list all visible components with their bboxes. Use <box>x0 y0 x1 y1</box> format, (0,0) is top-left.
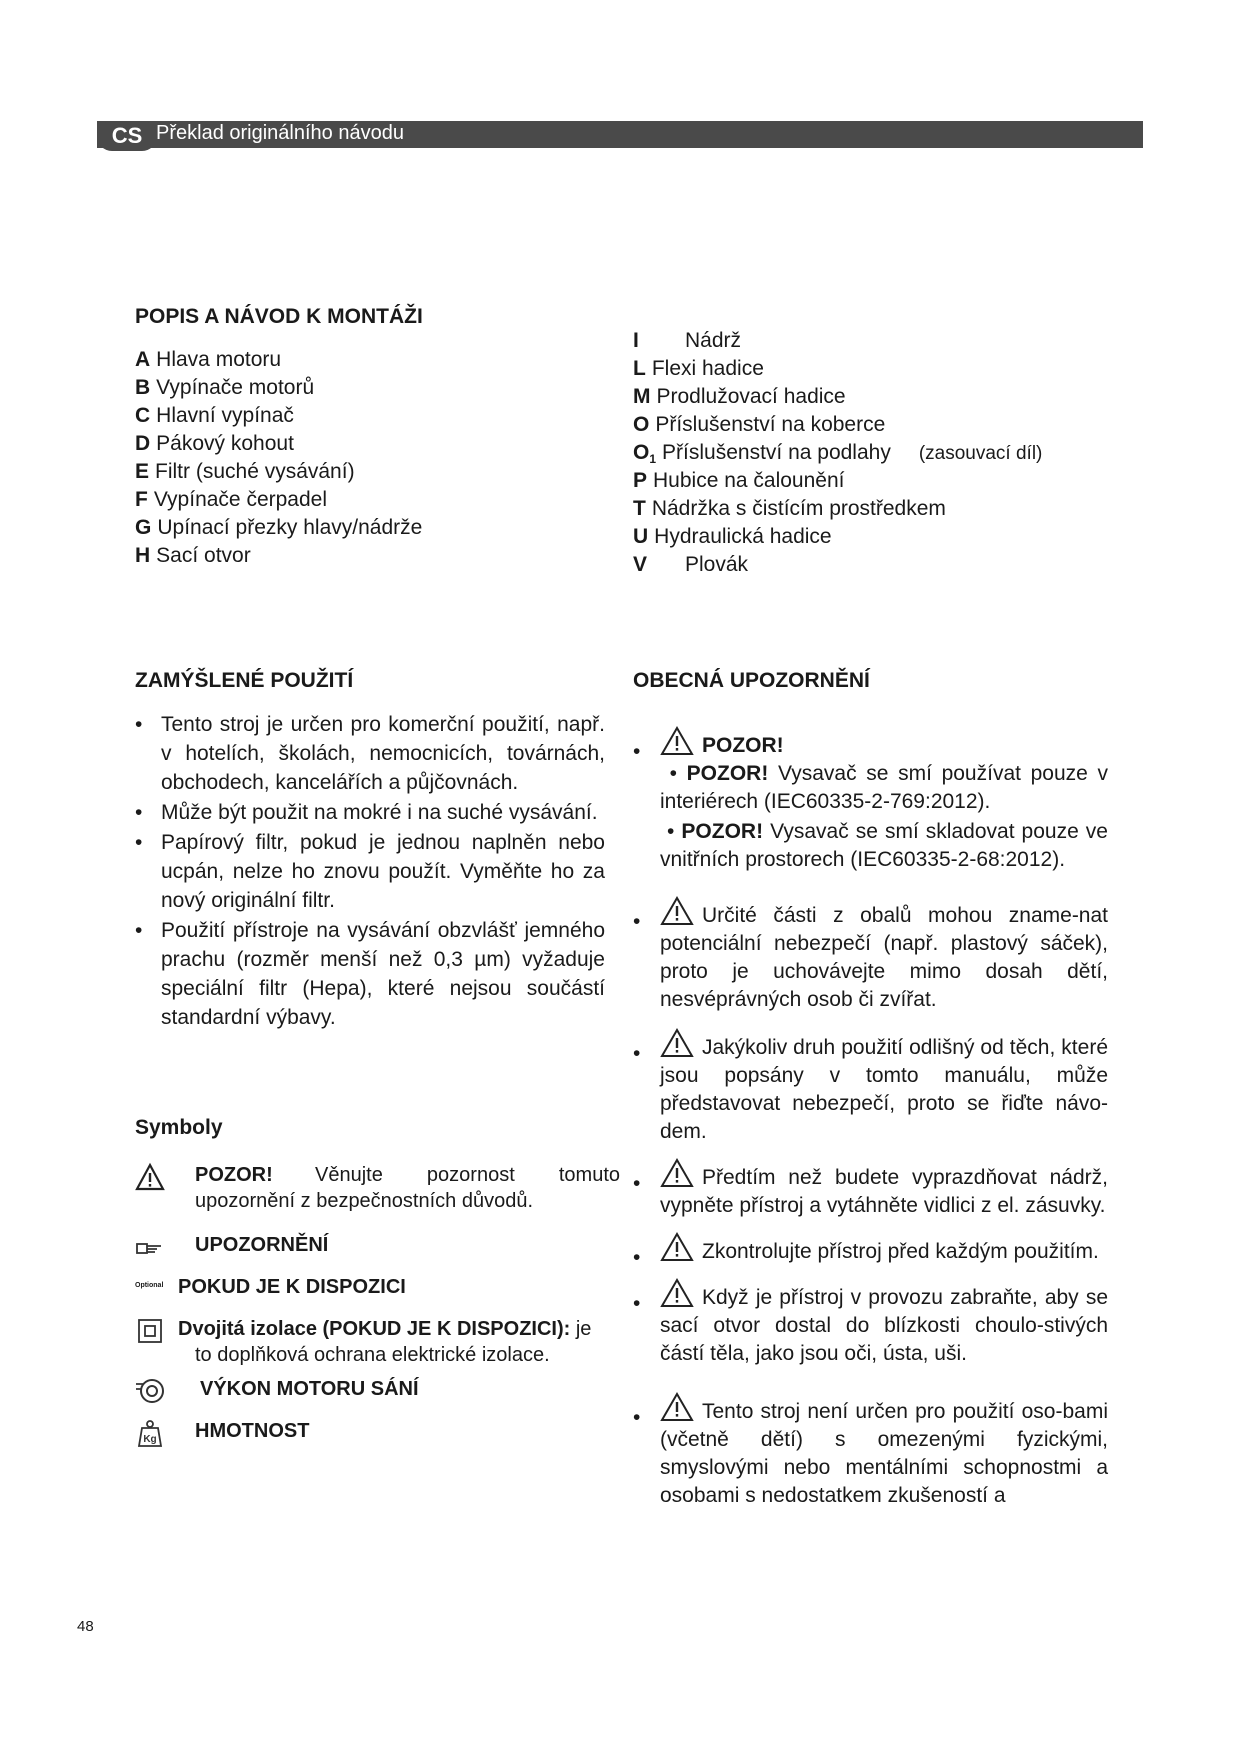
part-item: B Vypínače motorů <box>135 376 315 399</box>
list-item: • Papírový filtr, pokud je jednou naplněn nebo ucpán, nelze ho znovu použít. Vyměňte ho za nový originální filtr. <box>135 828 605 915</box>
symbol-row-upozorneni <box>135 1230 620 1272</box>
warning-icon <box>660 1028 694 1058</box>
part-item: E Filtr (suché vysávání) <box>135 460 355 483</box>
izolace-text-line2: to doplňková ochrana elektrické izolace. <box>195 1344 550 1366</box>
warning-item: • Zkontrolujte přístroj před každým použitím. <box>633 1232 1108 1266</box>
pouziti-list <box>135 710 605 1033</box>
list-item: • Použití přístroje na vysávání obzvlášť jemného prachu (rozměr menší než 0,3 µm) vyžaduje speciální filtr (Hepa), které nejsou součástí standardní výbavy. <box>135 916 605 1032</box>
double-insulation-icon <box>135 1316 165 1346</box>
pozor-text-line1: Věnujte pozornost tomuto <box>315 1164 620 1186</box>
warning-icon <box>660 726 694 756</box>
warning-icon <box>660 1392 694 1422</box>
symbol-row-hmotnost <box>135 1416 620 1458</box>
symbol-row-optional <box>135 1272 620 1314</box>
warning-item: • Když je přístroj v provozu zabraňte, aby se sací otvor dostal do blízkosti choulo-stivých částí těla, jako jsou oči, ústa, uši. <box>633 1278 1108 1368</box>
warning-item: • Určité části z obalů mohou zname-nat potenciální nebezpečí (např. plastový sáček), proto je uchovávejte mimo dosah dětí, nesvéprávných osob či zvířat. <box>633 896 1108 1014</box>
pouziti-title: ZAMÝŠLENÉ POUŽITÍ <box>135 669 354 692</box>
obecna-pozor: POZOR! <box>702 734 784 757</box>
pozor-text-line2: upozornění z bezpečnostních důvodů. <box>195 1190 534 1212</box>
symboly-title: Symboly <box>135 1116 223 1139</box>
warning-item: • Tento stroj není určen pro použití oso-bami (včetně dětí) s omezenými fyzickými, smyslovými nebo mentálními schopnostmi a osobami s nedostatkem zkušeností a <box>633 1392 1108 1510</box>
warning-icon <box>660 1278 694 1308</box>
warning-item-pozor: • POZOR! • POZOR! Vysavač se smí používat pouze v interiérech (IEC60335-2-769:2012). • POZOR! Vysavač se smí skladovat pouze ve vnitřních prostorech (IEC60335-2-68:2012). <box>633 726 1108 874</box>
popis-title: POPIS A NÁVOD K MONTÁŽI <box>135 305 423 328</box>
part-item: A Hlava motoru <box>135 348 282 371</box>
language-badge: CS <box>97 121 157 151</box>
part-item: P Hubice na čalounění <box>633 469 845 492</box>
part-item: U Hydraulická hadice <box>633 525 832 548</box>
warning-item: • Předtím než budete vyprazdňovat nádrž, vypněte přístroj a vytáhněte vidlici z el. zásuvky. <box>633 1158 1108 1220</box>
warning-icon <box>660 896 694 926</box>
pointing-hand-icon <box>135 1232 165 1262</box>
warning-icon <box>660 1158 694 1188</box>
part-item: C Hlavní vypínač <box>135 404 294 427</box>
list-item: • Tento stroj je určen pro komerční použití, např. v hotelích, školách, nemocnicích, továrnách, obchodech, kancelářích a půjčovnách. <box>135 710 605 797</box>
warnings-list <box>633 726 1108 1510</box>
list-item: • Může být použit na mokré i na suché vysávání. <box>135 798 605 827</box>
header-title: Překlad originálního návodu <box>156 122 404 144</box>
parts-list-left <box>135 346 422 570</box>
pozor-label: POZOR! <box>195 1164 273 1186</box>
obecna-title: OBECNÁ UPOZORNĚNÍ <box>633 669 870 692</box>
warning-item: • Jakýkoliv druh použití odlišný od těch, které jsou popsány v tomto manuálu, může představovat nebezpečí, proto se řiďte návo-dem. <box>633 1028 1108 1146</box>
vykon-label: VÝKON MOTORU SÁNÍ <box>200 1378 419 1400</box>
symbol-row-izolace <box>135 1314 620 1374</box>
part-item: T Nádržka s čistícím prostředkem <box>633 497 946 520</box>
part-item: O1 Příslušenství na podlahy (zasouvací díl) <box>633 441 1043 466</box>
symbols-list <box>135 1160 620 1458</box>
hmotnost-label: HMOTNOST <box>195 1420 310 1442</box>
parts-list-right <box>633 327 1042 579</box>
part-item: D Pákový kohout <box>135 432 294 455</box>
izolace-label: Dvojitá izolace (POKUD JE K DISPOZICI): <box>178 1318 571 1340</box>
part-item: H Sací otvor <box>135 544 251 567</box>
warning-icon <box>135 1162 165 1192</box>
symbol-row-pozor <box>135 1160 620 1230</box>
part-item: L Flexi hadice <box>633 357 764 380</box>
weight-icon-label: Kg <box>143 1434 157 1445</box>
part-item: O Příslušenství na koberce <box>633 413 886 436</box>
part-item: I Nádrž <box>633 329 742 352</box>
symbol-row-vykon <box>135 1374 620 1416</box>
weight-icon <box>135 1418 165 1448</box>
izolace-text-line1: je <box>575 1318 592 1340</box>
page-number: 48 <box>77 1618 94 1635</box>
part-item: F Vypínače čerpadel <box>135 488 327 511</box>
upozorneni-label: UPOZORNĚNÍ <box>195 1234 329 1256</box>
warning-icon <box>660 1232 694 1262</box>
part-item: V Plovák <box>633 553 749 576</box>
motor-suction-icon <box>135 1376 165 1406</box>
part-item: M Prodlužovací hadice <box>633 385 846 408</box>
pokud-label: POKUD JE K DISPOZICI <box>178 1276 406 1298</box>
part-item: G Upínací přezky hlavy/nádrže <box>135 516 423 539</box>
optional-icon: Optional <box>135 1282 164 1289</box>
